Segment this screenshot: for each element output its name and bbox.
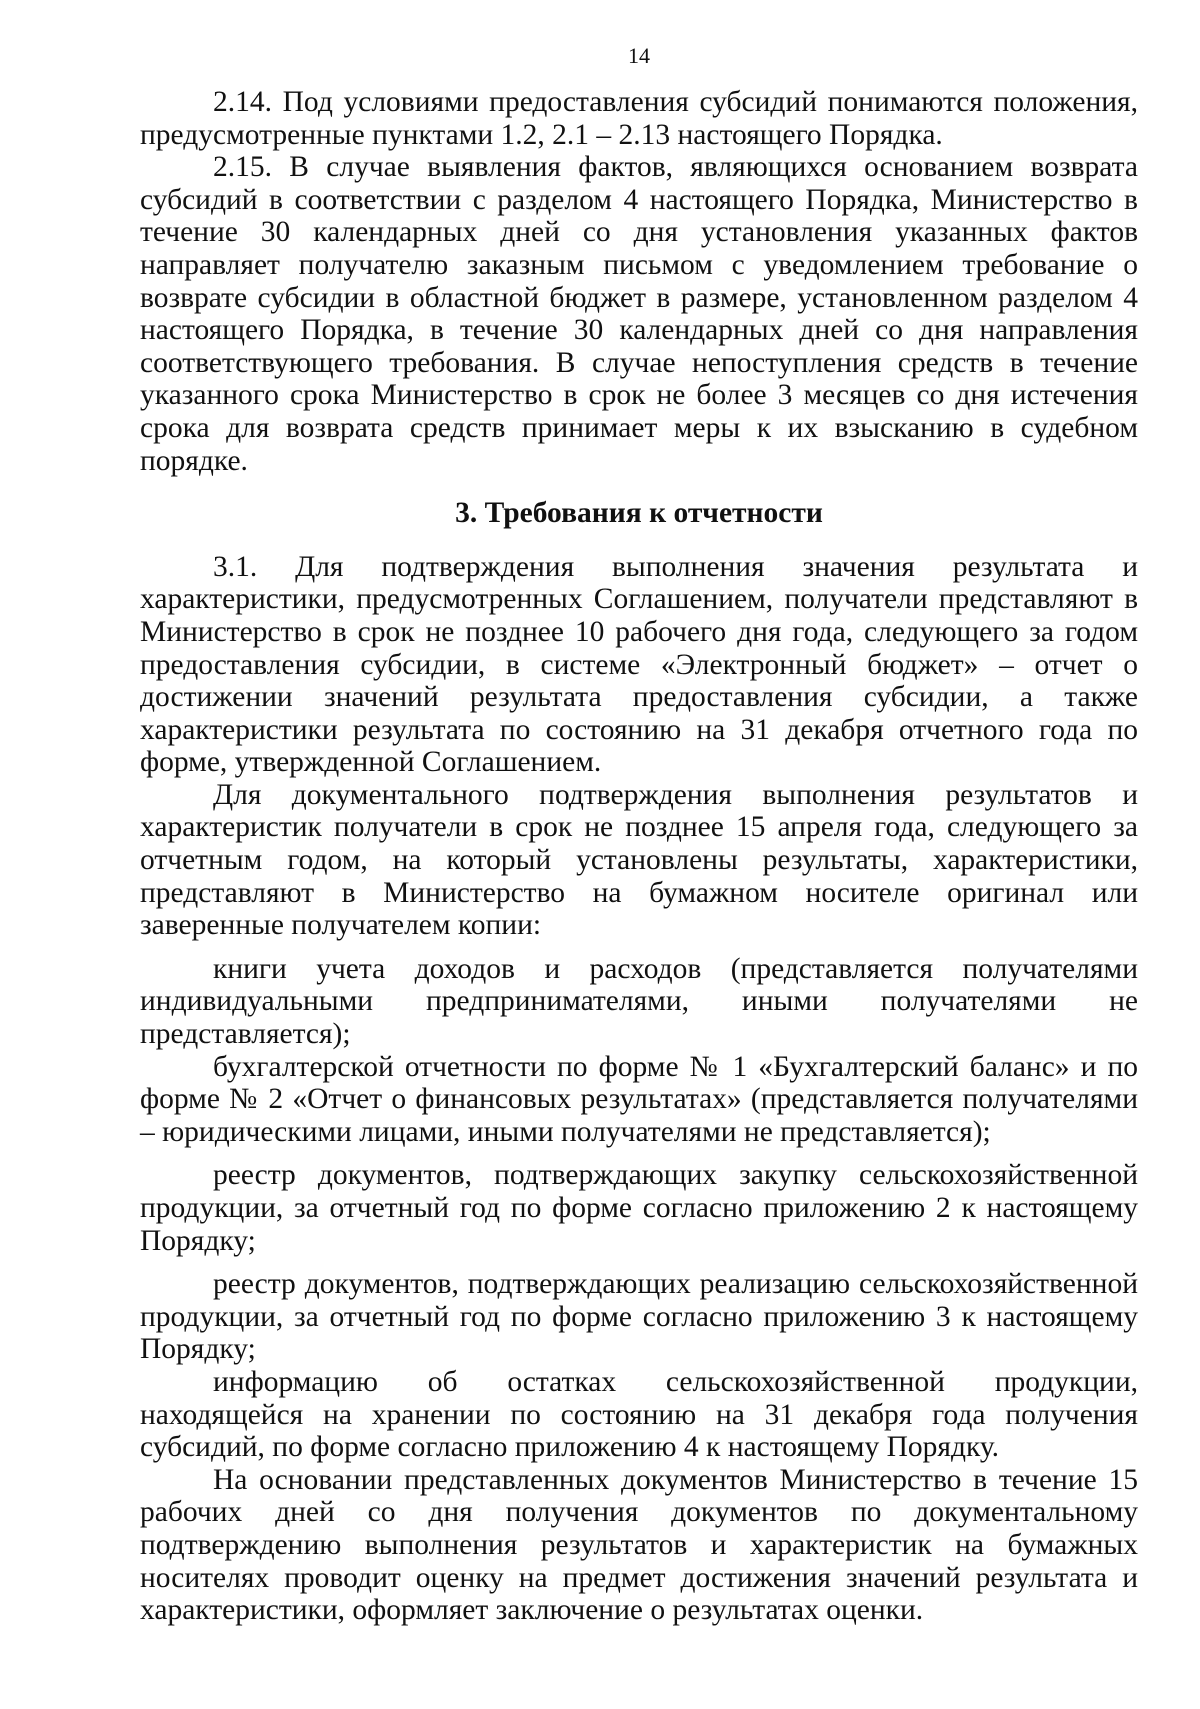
- list-item-purchase-register: реестр документов, подтверждающих закупку сельскохозяйственной продукции, за отчетный год по форме согласно приложению 2 к настоящему Порядку;: [140, 1159, 1138, 1257]
- paragraph-2-15: 2.15. В случае выявления фактов, являющихся основанием возврата субсидий в соответствии с разделом 4 настоящего Порядка, Министерство в течение 30 календарных дней со дня установления указанных фактов направляет получателю заказным письмом с уведомлением требование о возврате субсидии в областной бюджет в размере, установленном разделом 4 настоящего Порядка, в течение 30 календарных дней со дня направления соответствующего требования. В случае непоступления средств в течение указанного срока Министерство в срок не более 3 месяцев со дня истечения срока для возврата средств принимает меры к их взысканию в судебном порядке.: [140, 151, 1138, 477]
- paragraph-3-1: 3.1. Для подтверждения выполнения значения результата и характеристики, предусмотренных Соглашением, получатели представляют в Министерство в срок не позднее 10 рабочего дня года, следующего за годом предоставления субсидии, в системе «Электронный бюджет» – отчет о достижении значений результата предоставления субсидии, а также характеристики результата по состоянию на 31 декабря отчетного года по форме, утвержденной Соглашением.: [140, 550, 1138, 779]
- paragraph-2-14: 2.14. Под условиями предоставления субсидий понимаются положения, предусмотренные пунктами 1.2, 2.1 – 2.13 настоящего Порядка.: [140, 86, 1138, 151]
- list-item-accounting-reports: бухгалтерской отчетности по форме № 1 «Бухгалтерский баланс» и по форме № 2 «Отчет о финансовых результатах» (представляется получателями – юридическими лицами, иными получателями не представляется);: [140, 1050, 1138, 1148]
- page-number: 14: [628, 43, 650, 68]
- paragraph-assessment: На основании представленных документов Министерство в течение 15 рабочих дней со дня получения документов по документальному подтверждению выполнения результатов и характеристик на бумажных носителях проводит оценку на предмет достижения значений результата и характеристики, оформляет заключение о результатах оценки.: [140, 1463, 1138, 1627]
- document-page: [140, 0, 1138, 1709]
- section-title: 3. Требования к отчетности: [455, 497, 823, 530]
- paragraph-documentary-confirmation: Для документального подтверждения выполнения результатов и характеристик получатели в срок не позднее 15 апреля года, следующего за отчетным годом, на который установлены результаты, характеристики, представляют в Министерство на бумажном носителе оригинал или заверенные получателем копии:: [140, 778, 1138, 942]
- document-body: [140, 86, 1138, 1627]
- list-item-income-book: книги учета доходов и расходов (представляется получателями индивидуальными предпринимателями, иными получателями не представляется);: [140, 952, 1138, 1051]
- list-item-stock-information: информацию об остатках сельскохозяйственной продукции, находящейся на хранении по состоянию на 31 декабря года получения субсидий, по форме согласно приложению 4 к настоящему Порядку.: [140, 1365, 1138, 1464]
- list-item-sales-register: реестр документов, подтверждающих реализацию сельскохозяйственной продукции, за отчетный год по форме согласно приложению 3 к настоящему Порядку;: [140, 1268, 1138, 1366]
